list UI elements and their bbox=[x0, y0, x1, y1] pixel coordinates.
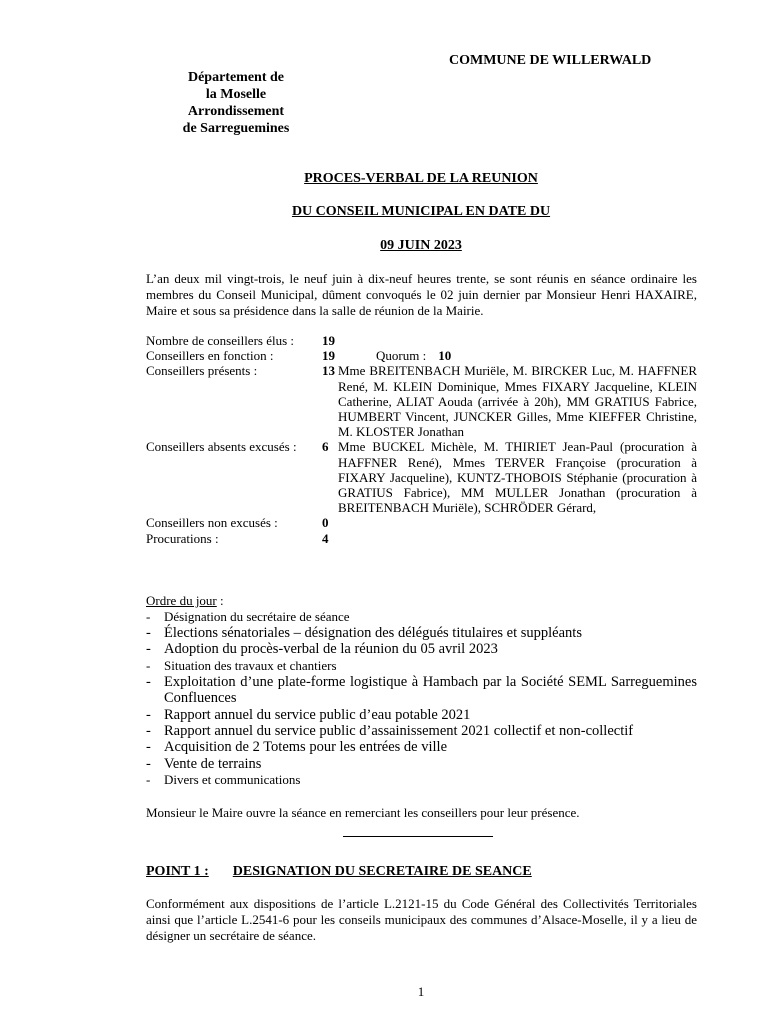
agenda-item bbox=[146, 674, 697, 707]
agenda-heading bbox=[146, 593, 697, 609]
agenda-colon: : bbox=[216, 593, 224, 608]
title-line-1: PROCES-VERBAL DE LA REUNION bbox=[304, 171, 538, 186]
agenda-item bbox=[146, 723, 697, 739]
agenda-item-text: Rapport annuel du service public d’assainissement 2021 collectif et non-collectif bbox=[164, 723, 634, 740]
stat-value: 19 bbox=[322, 333, 335, 348]
stat-label: Conseillers non excusés : bbox=[146, 515, 278, 531]
stat-label: Conseillers absents excusés : bbox=[146, 439, 297, 455]
stat-row-presents bbox=[146, 363, 697, 439]
agenda-item bbox=[146, 772, 697, 788]
stat-value: 13 bbox=[322, 363, 335, 379]
agenda-item bbox=[146, 756, 697, 772]
department-line: la Moselle bbox=[205, 87, 267, 102]
quorum-label: Quorum : bbox=[376, 348, 427, 364]
point-1-heading bbox=[146, 864, 532, 880]
dash-bullet: - bbox=[146, 673, 151, 690]
agenda-title: Ordre du jour bbox=[146, 593, 217, 608]
agenda-item-text: Vente de terrains bbox=[164, 755, 262, 772]
agenda-item-text: Désignation du secrétaire de séance bbox=[164, 609, 350, 624]
agenda-item bbox=[146, 739, 697, 755]
point-label: POINT 1 : bbox=[146, 864, 209, 879]
agenda-item bbox=[146, 609, 697, 625]
agenda-item bbox=[146, 707, 697, 723]
dash-bullet: - bbox=[146, 755, 151, 772]
intro-paragraph: L’an deux mil vingt-trois, le neuf juin à dix-neuf heures trente, se sont réunis en séance ordinaire les membres du Conseil Municipal, dûment convoqués le 02 juin dernier par Monsieur Henri HAXAIRE, Maire et sous sa présidence dans la salle de réunion de la Mairie. bbox=[146, 271, 697, 318]
opening-statement: Monsieur le Maire ouvre la séance en remerciant les conseillers pour leur présence. bbox=[146, 805, 580, 820]
department-block bbox=[166, 69, 306, 137]
title-date: 09 JUIN 2023 bbox=[380, 238, 462, 253]
department-line: Arrondissement bbox=[187, 104, 285, 119]
commune-name: COMMUNE DE WILLERWALD bbox=[449, 53, 652, 68]
stat-row-absents bbox=[146, 439, 697, 515]
department-line: Département de bbox=[187, 70, 285, 85]
stat-value: 6 bbox=[322, 439, 329, 455]
agenda-section bbox=[146, 593, 697, 788]
stat-row-elus bbox=[146, 333, 697, 348]
agenda-item-text: Acquisition de 2 Totems pour les entrées de ville bbox=[164, 739, 448, 756]
dash-bullet: - bbox=[146, 723, 151, 740]
dash-bullet: - bbox=[146, 641, 151, 658]
agenda-item bbox=[146, 658, 697, 674]
stat-value: 0 bbox=[322, 515, 329, 531]
page-number: 1 bbox=[417, 984, 425, 999]
agenda-item bbox=[146, 625, 697, 641]
separator-line bbox=[343, 836, 493, 837]
agenda-item bbox=[146, 641, 697, 657]
point-1-paragraph: Conformément aux dispositions de l’article L.2121-15 du Code Général des Collectivités Territoriales ainsi que l’article L.2541-6 pour les conseils municipaux des communes d’Alsace-Moselle, il y a lieu de désigner un secrétaire de séance. bbox=[146, 896, 697, 943]
stat-label: Nombre de conseillers élus : bbox=[146, 333, 295, 348]
stat-row-non-excuses bbox=[146, 515, 697, 530]
presents-names: Mme BREITENBACH Muriële, M. BIRCKER Luc, M. HAFFNER René, M. KLEIN Dominique, Mmes FIXARY Jacqueline, KLEIN Catherine, ALIAT Aouda (arrivée à 20h), MM GRATIUS Fabrice, HUMBERT Vincent, JUNCKER Gilles, Mme KIEFFER Christine, M. KLOSTER Jonathan bbox=[338, 363, 697, 440]
stat-row-fonction bbox=[146, 348, 697, 363]
dash-bullet: - bbox=[146, 772, 151, 788]
department-line: de Sarreguemines bbox=[182, 121, 290, 136]
stat-value: 19 bbox=[322, 348, 335, 364]
dash-bullet: - bbox=[146, 657, 151, 673]
dash-bullet: - bbox=[146, 706, 151, 723]
agenda-item-text: Divers et communications bbox=[164, 772, 301, 788]
stat-label: Procurations : bbox=[146, 530, 219, 546]
stat-label: Conseillers en fonction : bbox=[146, 348, 274, 364]
attendance-stats bbox=[146, 333, 697, 546]
stat-label: Conseillers présents : bbox=[146, 363, 258, 379]
agenda-item-text: Exploitation d’une plate-forme logistique à Hambach par la Société SEML Sarreguemines Confluences bbox=[164, 673, 697, 707]
agenda-item-text: Rapport annuel du service public d’eau potable 2021 bbox=[164, 706, 471, 723]
agenda-list bbox=[146, 609, 697, 788]
dash-bullet: - bbox=[146, 609, 151, 624]
agenda-item-text: Adoption du procès-verbal de la réunion du 05 avril 2023 bbox=[164, 641, 498, 658]
title-line-2: DU CONSEIL MUNICIPAL EN DATE DU bbox=[291, 204, 551, 219]
stat-row-procurations bbox=[146, 531, 697, 546]
stat-value: 4 bbox=[322, 530, 329, 546]
dash-bullet: - bbox=[146, 739, 151, 756]
point-title: DESIGNATION DU SECRETAIRE DE SEANCE bbox=[232, 864, 532, 879]
dash-bullet: - bbox=[146, 625, 151, 641]
agenda-item-text: Situation des travaux et chantiers bbox=[164, 657, 337, 673]
agenda-item-text: Élections sénatoriales – désignation des délégués titulaires et suppléants bbox=[164, 625, 582, 641]
quorum-value: 10 bbox=[438, 348, 452, 364]
absents-names: Mme BUCKEL Michèle, M. THIRIET Jean-Paul (procuration à HAFFNER René), Mmes TERVER Françoise (procuration à FIXARY Jacqueline), KUNTZ-THOBOIS Stéphanie (procuration à GRATIUS Fabrice), MM MULLER Jonathan (procuration à BREITENBACH Muriële), SCHRÖDER Gérard, bbox=[338, 439, 697, 516]
